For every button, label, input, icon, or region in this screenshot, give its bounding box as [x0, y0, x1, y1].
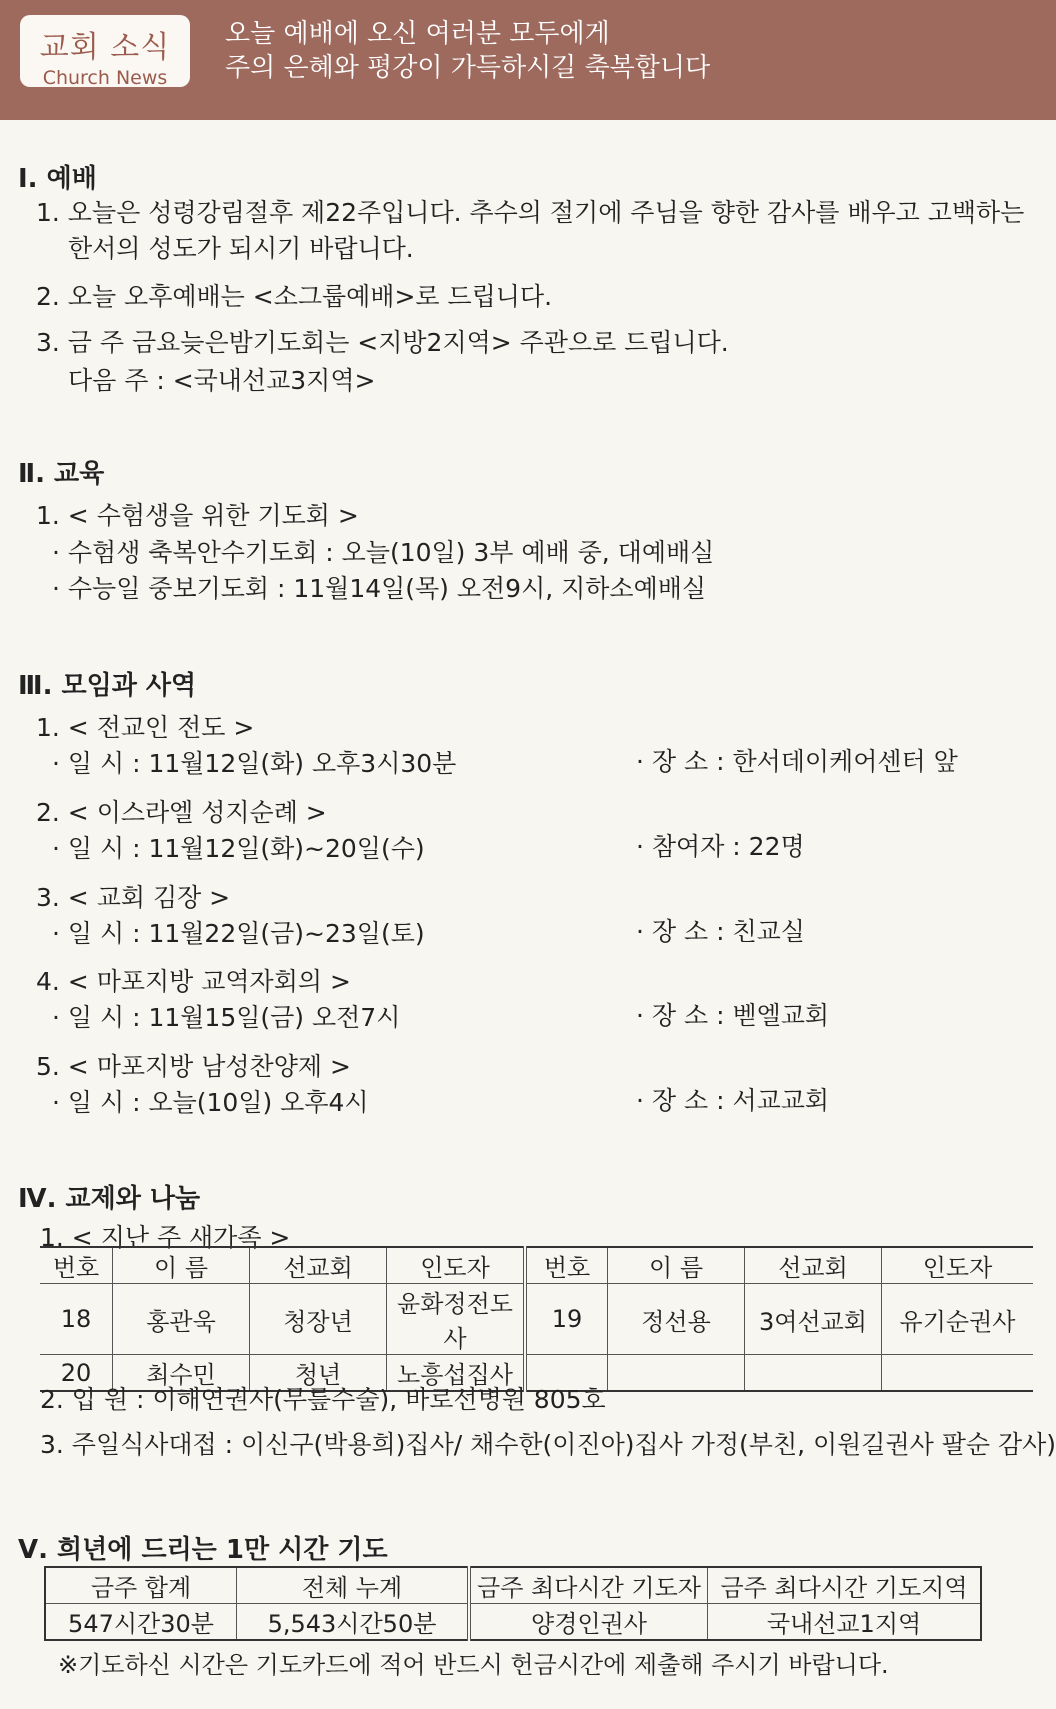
table-header-cell: 금주 합계: [45, 1567, 237, 1604]
table-header-cell: 선교회: [250, 1247, 387, 1284]
meal-service-notice: 3. 주일식사대접 : 이신구(박용희)집사/ 채수한(이진아)집사 가정(부친, 이원길권사 팔순 감사): [40, 1430, 1056, 1459]
table-row: [45, 1604, 981, 1641]
table-header-row: [40, 1247, 1033, 1284]
worship-item-3-cont: 다음 주 : <국내선교3지역>: [68, 366, 376, 395]
meeting-2-date: · 일 시 : 11월12일(화)~20일(수): [52, 834, 425, 863]
meeting-5-date: · 일 시 : 오늘(10일) 오후4시: [52, 1088, 369, 1117]
new-family-heading: 1. < 지난 주 새가족 >: [40, 1223, 291, 1252]
section-title-education: Ⅱ. 교육: [18, 459, 105, 489]
table-cell: [745, 1355, 882, 1392]
table-header-cell: 이 름: [608, 1247, 745, 1284]
section-title-worship: Ⅰ. 예배: [18, 164, 97, 194]
table-cell: 19: [525, 1284, 608, 1355]
table-cell: 홍관욱: [113, 1284, 250, 1355]
new-family-table: [40, 1246, 1033, 1392]
meeting-3-date: · 일 시 : 11월22일(금)~23일(토): [52, 919, 425, 948]
worship-item-3: 3. 금 주 금요늦은밤기도회는 <지방2지역> 주관으로 드립니다.: [36, 328, 729, 357]
table-cell: [608, 1355, 745, 1392]
meeting-5-place: · 장 소 : 서교교회: [636, 1086, 830, 1115]
table-cell: 최수민: [113, 1355, 250, 1392]
header-banner: [0, 0, 1056, 120]
table-header-cell: 전체 누계: [237, 1567, 470, 1604]
table-cell: 양경인권사: [469, 1604, 708, 1641]
worship-item-1-cont: 한서의 성도가 되시기 바랍니다.: [68, 234, 414, 263]
table-cell: 3여선교회: [745, 1284, 882, 1355]
greeting: [225, 17, 710, 85]
greeting-line-1: 오늘 예배에 오신 여러분 모두에게: [225, 19, 610, 49]
church-news-badge: [20, 15, 190, 87]
education-bullet-1: · 수험생 축복안수기도회 : 오늘(10일) 3부 예배 중, 대예배실: [52, 538, 715, 567]
table-cell: 5,543시간50분: [237, 1604, 470, 1641]
meeting-5-heading: 5. < 마포지방 남성찬양제 >: [36, 1052, 351, 1081]
table-cell: 18: [40, 1284, 113, 1355]
hospital-notice: 2. 입 원 : 이해연권사(무릎수술), 바로선병원 805호: [40, 1385, 606, 1414]
table-header-cell: 금주 최다시간 기도지역: [708, 1567, 982, 1604]
table-cell: 노흥섭집사: [387, 1355, 526, 1392]
meeting-4-date: · 일 시 : 11월15일(금) 오전7시: [52, 1003, 401, 1032]
table-header-cell: 번호: [525, 1247, 608, 1284]
table-header-cell: 금주 최다시간 기도자: [469, 1567, 708, 1604]
table-row: [40, 1284, 1033, 1355]
table-header-cell: 인도자: [882, 1247, 1034, 1284]
table-header-row: [45, 1567, 981, 1604]
table-header-cell: 선교회: [745, 1247, 882, 1284]
table-cell: 20: [40, 1355, 113, 1392]
education-bullet-2: · 수능일 중보기도회 : 11월14일(목) 오전9시, 지하소예배실: [52, 574, 707, 603]
badge-title-en: Church News: [42, 67, 168, 89]
meeting-3-place: · 장 소 : 친교실: [636, 917, 805, 946]
table-header-cell: 인도자: [387, 1247, 526, 1284]
section-title-prayer: Ⅴ. 희년에 드리는 1만 시간 기도: [18, 1535, 388, 1565]
table-cell: 유기순권사: [882, 1284, 1034, 1355]
greeting-line-2: 주의 은혜와 평강이 가득하시길 축복합니다: [225, 53, 711, 83]
section-title-meetings: Ⅲ. 모임과 사역: [18, 671, 197, 701]
education-item-1: 1. < 수험생을 위한 기도회 >: [36, 501, 359, 530]
meeting-3-heading: 3. < 교회 김장 >: [36, 883, 231, 912]
table-cell: 청년: [250, 1355, 387, 1392]
meeting-2-heading: 2. < 이스라엘 성지순례 >: [36, 798, 327, 827]
table-cell: 청장년: [250, 1284, 387, 1355]
meeting-1-date: · 일 시 : 11월12일(화) 오후3시30분: [52, 749, 457, 778]
worship-item-1: 1. 오늘은 성령강림절후 제22주입니다. 추수의 절기에 주님을 향한 감사를 배우고 고백하는: [36, 198, 1025, 227]
table-cell: 윤화정전도사: [387, 1284, 526, 1355]
prayer-hours-table: [44, 1566, 982, 1641]
badge-title-ko: 교회 소식: [39, 30, 171, 65]
meeting-4-heading: 4. < 마포지방 교역자회의 >: [36, 967, 351, 996]
section-title-fellowship: Ⅳ. 교제와 나눔: [18, 1184, 201, 1214]
meeting-1-place: · 장 소 : 한서데이케어센터 앞: [636, 747, 958, 776]
meeting-4-place: · 장 소 : 벧엘교회: [636, 1001, 830, 1030]
table-header-cell: 이 름: [113, 1247, 250, 1284]
table-cell: 547시간30분: [45, 1604, 237, 1641]
meeting-2-participants: · 참여자 : 22명: [636, 832, 805, 861]
worship-item-2: 2. 오늘 오후예배는 <소그룹예배>로 드립니다.: [36, 282, 553, 311]
table-header-cell: 번호: [52, 1254, 100, 1282]
meeting-1-heading: 1. < 전교인 전도 >: [36, 713, 255, 742]
table-cell: 국내선교1지역: [708, 1604, 982, 1641]
table-cell: 정선용: [608, 1284, 745, 1355]
table-cell: [882, 1355, 1034, 1392]
prayer-card-note: ※기도하신 시간은 기도카드에 적어 반드시 헌금시간에 제출해 주시기 바랍니다.: [58, 1651, 889, 1679]
